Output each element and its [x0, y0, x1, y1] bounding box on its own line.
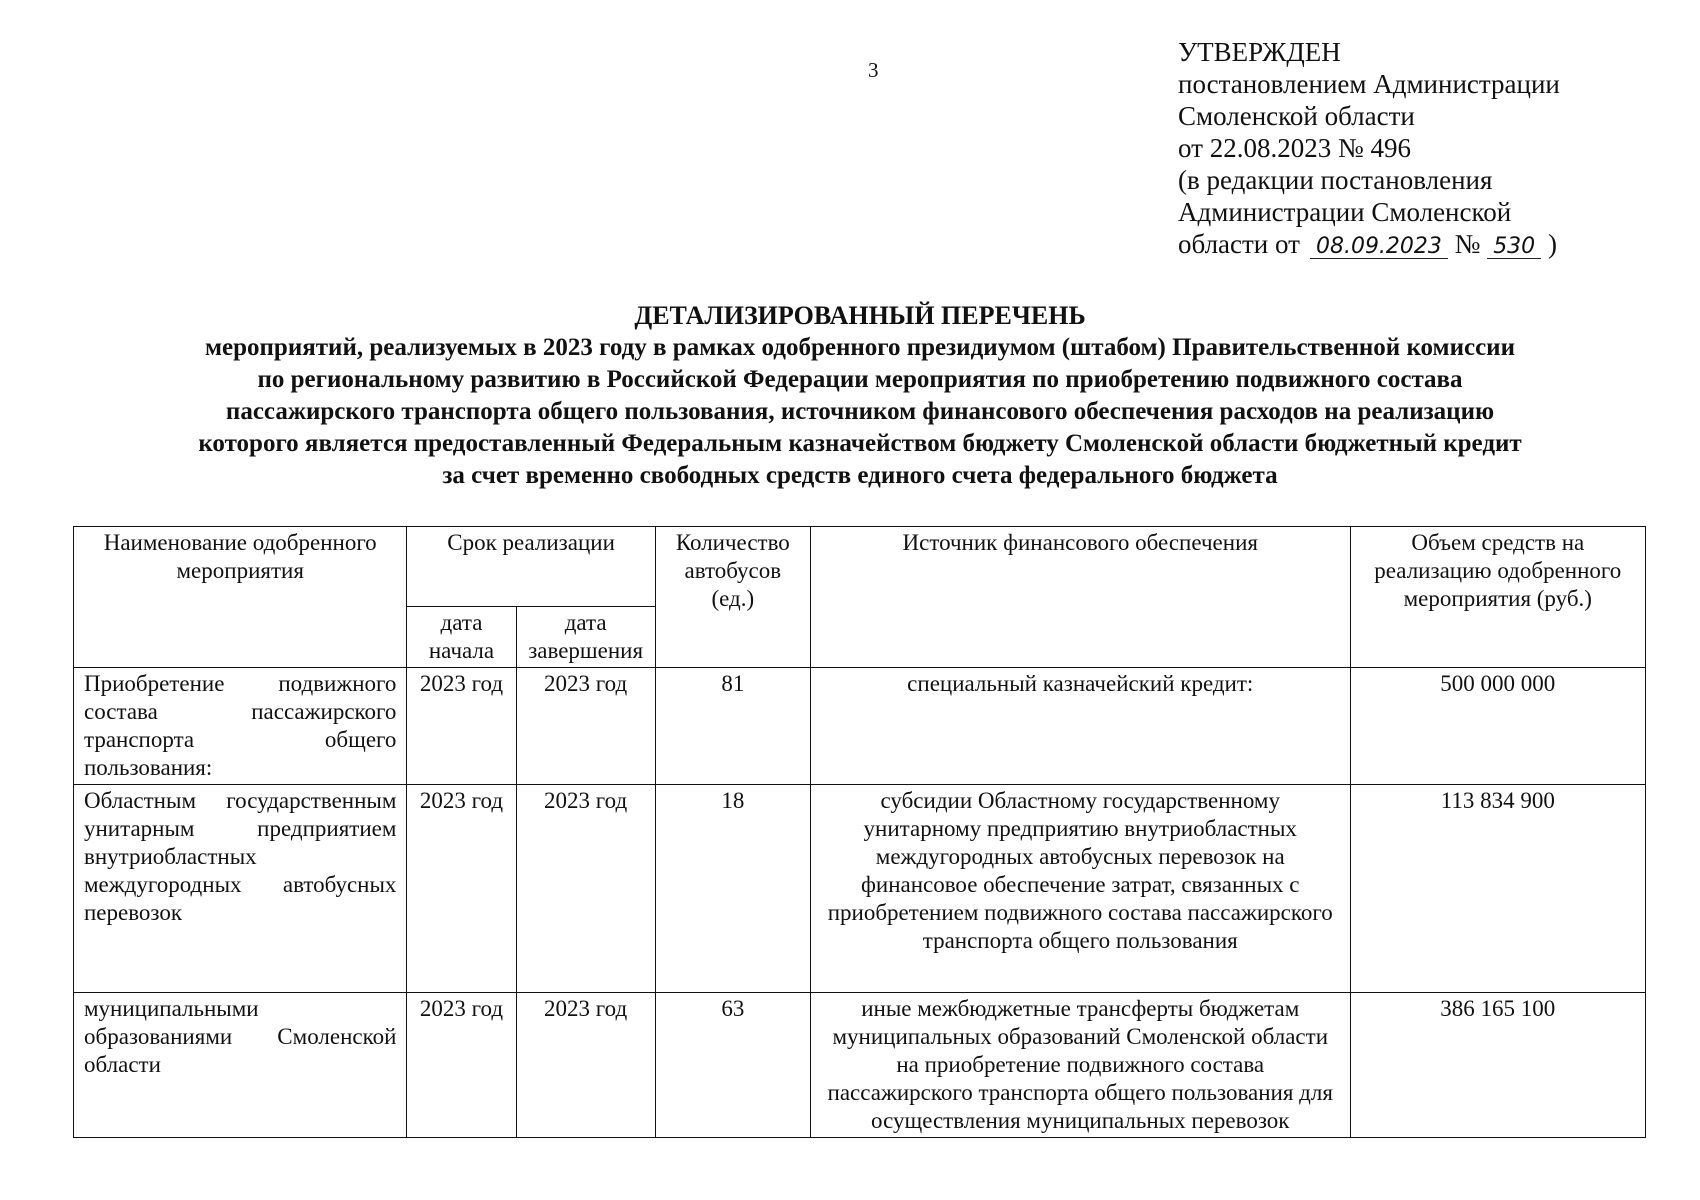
measures-table: [73, 526, 1646, 1138]
approval-line: от 22.08.2023 № 496: [1178, 133, 1411, 163]
title-line: по региональному развитию в Российской Федерации мероприятия по приобретению подвижного состава: [257, 366, 1463, 393]
header-quantity: Количество автобусов (ед.): [655, 527, 810, 668]
header-source: Источник финансового обеспечения: [810, 527, 1350, 668]
table-row: [74, 993, 1646, 1138]
table-header-row: [74, 527, 1646, 607]
cell-source: специальный казначейский кредит:: [810, 668, 1350, 785]
title-line: пассажирского транспорта общего пользования, источником финансового обеспечения расходов на реализацию: [225, 398, 1495, 425]
header-name: Наименование одобренного мероприятия: [74, 527, 407, 668]
approval-date-line: [1178, 228, 1560, 260]
approval-line-prefix: области от: [1178, 229, 1300, 259]
cell-start: 2023 год: [407, 993, 516, 1138]
cell-name: Областным государственным унитарным предприятием внутриобластных междугородных автобусных перевозок: [74, 785, 407, 993]
table-row: [74, 668, 1646, 785]
header-period: Срок реализации: [407, 527, 655, 607]
cell-amount: 113 834 900: [1350, 785, 1645, 993]
document-title-block: [80, 300, 1640, 492]
cell-start: 2023 год: [407, 785, 516, 993]
cell-name: Приобретение подвижного состава пассажирского транспорта общего пользования:: [74, 668, 407, 785]
approval-line: Администрации Смоленской: [1178, 197, 1512, 227]
handwritten-number: 530: [1487, 236, 1541, 259]
title-line: за счет временно свободных средств единого счета федерального бюджета: [442, 462, 1278, 489]
cell-start: 2023 год: [407, 668, 516, 785]
title-line: которого является предоставленный Федеральным казначейством бюджету Смоленской области бюджетный кредит: [198, 430, 1522, 457]
close-paren: ): [1547, 229, 1557, 259]
handwritten-date: 08.09.2023: [1310, 236, 1448, 259]
header-start-date: дата начала: [407, 607, 516, 668]
page-number: 3: [868, 58, 879, 82]
cell-quantity: 81: [655, 668, 810, 785]
approval-line: Смоленской области: [1178, 101, 1415, 131]
number-sign: №: [1454, 229, 1481, 259]
cell-name: муниципальными образованиями Смоленской области: [74, 993, 407, 1138]
title-line: мероприятий, реализуемых в 2023 году в рамках одобренного президиумом (штабом) Правительственной комиссии: [205, 334, 1515, 361]
header-end-date: дата завершения: [516, 607, 655, 668]
approval-line: (в редакции постановления: [1178, 165, 1493, 195]
approval-stamp-block: [1178, 36, 1560, 260]
cell-end: 2023 год: [516, 785, 655, 993]
cell-amount: 386 165 100: [1350, 993, 1645, 1138]
cell-quantity: 63: [655, 993, 810, 1138]
cell-end: 2023 год: [516, 668, 655, 785]
cell-amount: 500 000 000: [1350, 668, 1645, 785]
cell-quantity: 18: [655, 785, 810, 993]
approval-heading: УТВЕРЖДЕН: [1178, 37, 1341, 67]
approval-line: постановлением Администрации: [1178, 69, 1560, 99]
table-row: [74, 785, 1646, 993]
cell-source: субсидии Областному государственному унитарному предприятию внутриобластных междугородных автобусных перевозок на финансовое обеспечение затрат, связанных с приобретением подвижного состава пассажирского транспорта общего пользования: [810, 785, 1350, 993]
document-title: ДЕТАЛИЗИРОВАННЫЙ ПЕРЕЧЕНЬ: [634, 301, 1086, 330]
cell-end: 2023 год: [516, 993, 655, 1138]
cell-source: иные межбюджетные трансферты бюджетам муниципальных образований Смоленской области на приобретение подвижного состава пассажирского транспорта общего пользования для осуществления муниципальных перевозок: [810, 993, 1350, 1138]
header-amount: Объем средств на реализацию одобренного мероприятия (руб.): [1350, 527, 1645, 668]
